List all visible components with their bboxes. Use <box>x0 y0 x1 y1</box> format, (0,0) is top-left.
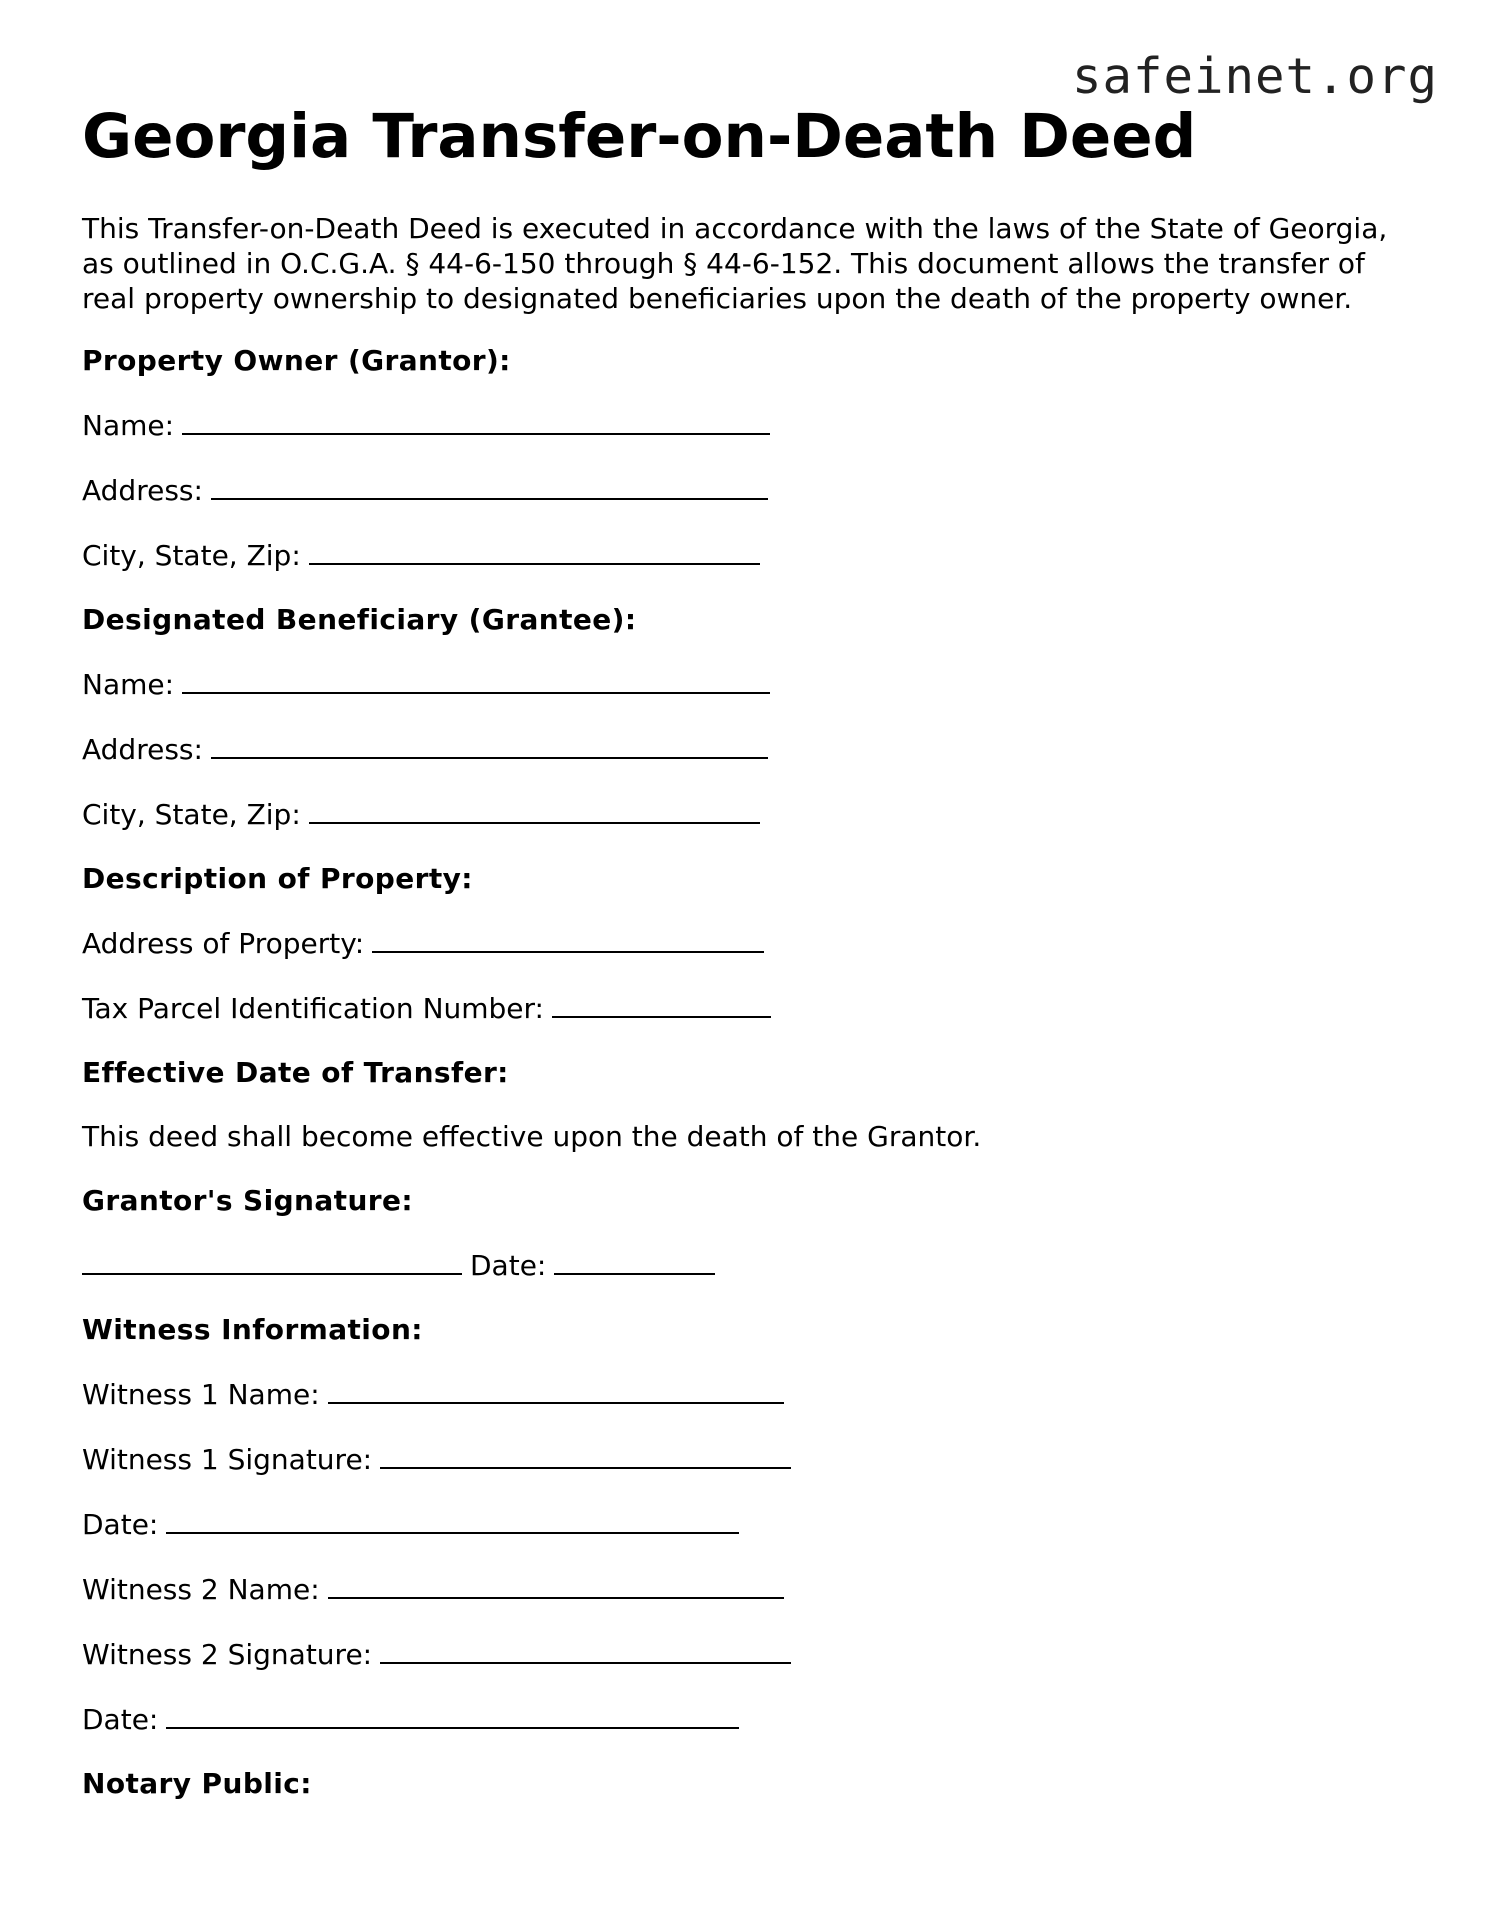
effective-date-heading: Effective Date of Transfer: <box>82 1056 509 1090</box>
grantor-signature-date-label: Date: <box>470 1249 547 1283</box>
grantor-address-row <box>82 472 1422 508</box>
grantee-city-label: City, State, Zip: <box>82 798 301 832</box>
witness2-date-field[interactable] <box>166 1701 739 1729</box>
parcel-number-row <box>82 990 1422 1026</box>
witness-heading: Witness Information: <box>82 1313 423 1347</box>
grantor-signature-field[interactable] <box>82 1247 462 1275</box>
document-title: Georgia Transfer-on-Death Deed <box>82 101 1197 172</box>
grantor-city-field[interactable] <box>309 537 760 565</box>
effective-date-text: This deed shall become effective upon the death of the Grantor. <box>82 1120 982 1154</box>
grantee-address-row <box>82 731 1422 767</box>
witness1-date-field[interactable] <box>166 1506 739 1534</box>
grantee-name-row <box>82 666 1422 702</box>
deed-document <box>82 100 1422 1830</box>
grantor-name-row <box>82 407 1422 443</box>
property-heading: Description of Property: <box>82 862 473 896</box>
witness1-date-label: Date: <box>82 1508 159 1542</box>
notary-heading: Notary Public: <box>82 1767 312 1801</box>
witness2-signature-field[interactable] <box>380 1636 791 1664</box>
witness1-signature-field[interactable] <box>380 1441 791 1469</box>
grantor-city-label: City, State, Zip: <box>82 539 301 573</box>
witness2-date-row <box>82 1701 1422 1737</box>
grantee-heading: Designated Beneficiary (Grantee): <box>82 603 637 637</box>
grantor-address-label: Address: <box>82 474 203 508</box>
intro-paragraph: This Transfer-on-Death Deed is executed in accordance with the laws of the State of Georgia, as outlined in O.C.G.A. § 44-6-150 through § 44-6-152. This document allows the transfer of real property ownership to designated beneficiaries upon the death of the property owner. <box>82 212 1388 316</box>
grantee-address-field[interactable] <box>211 731 768 759</box>
grantee-name-field[interactable] <box>182 666 770 694</box>
witness1-date-row <box>82 1506 1422 1542</box>
grantee-city-field[interactable] <box>309 796 760 824</box>
grantor-city-row <box>82 537 1422 573</box>
grantee-name-label: Name: <box>82 668 175 702</box>
witness2-signature-row <box>82 1636 1422 1672</box>
grantor-address-field[interactable] <box>211 472 768 500</box>
grantor-heading: Property Owner (Grantor): <box>82 344 511 378</box>
grantee-city-row <box>82 796 1422 832</box>
witness2-name-row <box>82 1571 1422 1607</box>
witness2-signature-label: Witness 2 Signature: <box>82 1638 373 1672</box>
witness1-name-label: Witness 1 Name: <box>82 1378 320 1412</box>
grantor-signature-row <box>82 1247 1422 1283</box>
watermark: safeinet.org <box>1071 48 1438 105</box>
witness1-name-field[interactable] <box>328 1376 784 1404</box>
grantor-name-label: Name: <box>82 409 175 443</box>
parcel-number-field[interactable] <box>552 990 771 1018</box>
parcel-number-label: Tax Parcel Identification Number: <box>82 992 544 1026</box>
witness2-date-label: Date: <box>82 1703 159 1737</box>
grantor-name-field[interactable] <box>182 407 770 435</box>
grantee-address-label: Address: <box>82 733 203 767</box>
witness1-signature-row <box>82 1441 1422 1477</box>
witness2-name-label: Witness 2 Name: <box>82 1573 320 1607</box>
property-address-field[interactable] <box>372 925 764 953</box>
grantor-signature-heading: Grantor's Signature: <box>82 1184 413 1218</box>
property-address-row <box>82 925 1422 961</box>
witness2-name-field[interactable] <box>328 1571 784 1599</box>
witness1-name-row <box>82 1376 1422 1412</box>
witness1-signature-label: Witness 1 Signature: <box>82 1443 373 1477</box>
grantor-signature-date-field[interactable] <box>554 1247 715 1275</box>
property-address-label: Address of Property: <box>82 927 365 961</box>
